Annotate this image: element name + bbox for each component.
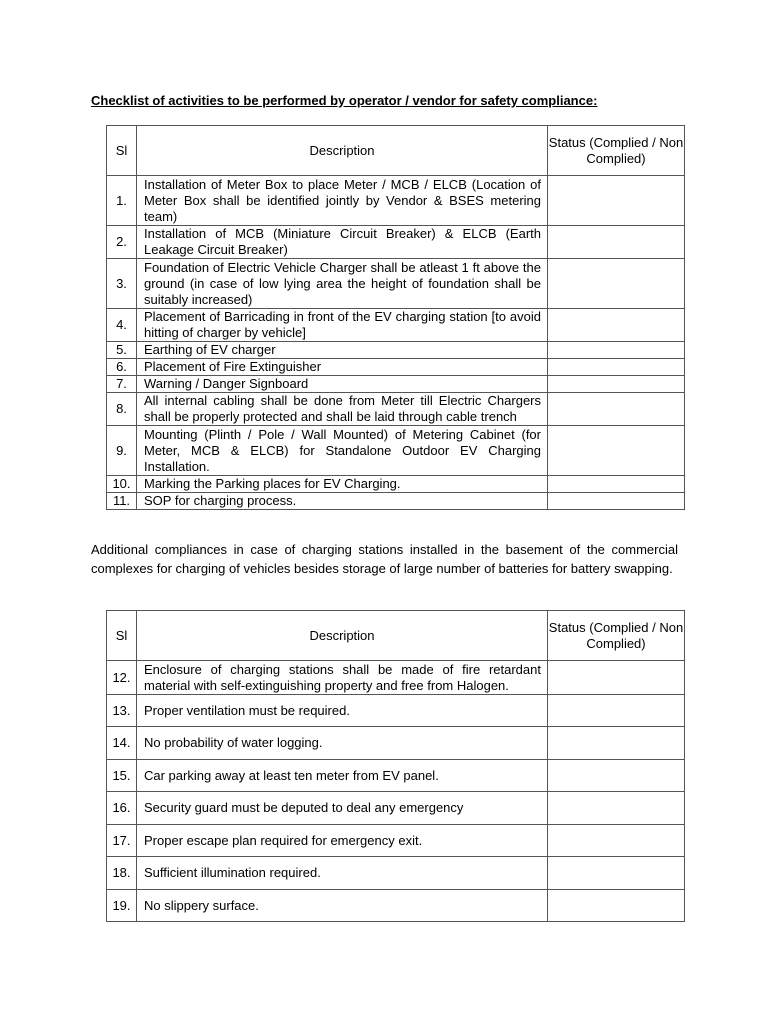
row-description: No probability of water logging. — [137, 727, 548, 760]
row-sl: 2. — [107, 226, 137, 259]
row-description: Sufficient illumination required. — [137, 857, 548, 890]
row-sl: 17. — [107, 825, 137, 857]
table-row — [107, 359, 685, 376]
table-row — [107, 890, 685, 922]
row-description: All internal cabling shall be done from Meter till Electric Chargers shall be properly protected and shall be laid through cable trench — [137, 393, 548, 426]
row-status-cell[interactable] — [548, 393, 685, 426]
table-row — [107, 476, 685, 493]
row-sl: 16. — [107, 792, 137, 825]
row-status-cell[interactable] — [548, 857, 685, 890]
table-row — [107, 342, 685, 359]
row-description: Security guard must be deputed to deal any emergency — [137, 792, 548, 825]
table-row — [107, 426, 685, 476]
table-row — [107, 493, 685, 510]
row-description: Earthing of EV charger — [137, 342, 548, 359]
row-sl: 11. — [107, 493, 137, 510]
row-status-cell[interactable] — [548, 760, 685, 792]
row-description: Placement of Barricading in front of the EV charging station [to avoid hitting of charger by vehicle] — [137, 309, 548, 342]
row-sl: 5. — [107, 342, 137, 359]
row-status-cell[interactable] — [548, 661, 685, 695]
row-sl: 7. — [107, 376, 137, 393]
table-row — [107, 309, 685, 342]
row-description: Proper escape plan required for emergency exit. — [137, 825, 548, 857]
table-row — [107, 176, 685, 226]
row-sl: 9. — [107, 426, 137, 476]
row-description: Proper ventilation must be required. — [137, 695, 548, 727]
table-row — [107, 226, 685, 259]
table-header-row — [107, 126, 685, 176]
table-row — [107, 792, 685, 825]
row-sl: 4. — [107, 309, 137, 342]
row-status-cell[interactable] — [548, 493, 685, 510]
row-sl: 1. — [107, 176, 137, 226]
row-sl: 19. — [107, 890, 137, 922]
row-status-cell[interactable] — [548, 792, 685, 825]
header-description: Description — [137, 611, 548, 661]
table-row — [107, 695, 685, 727]
row-status-cell[interactable] — [548, 376, 685, 393]
table-row — [107, 376, 685, 393]
table-row — [107, 825, 685, 857]
row-status-cell[interactable] — [548, 309, 685, 342]
row-sl: 12. — [107, 661, 137, 695]
table-row — [107, 393, 685, 426]
row-status-cell[interactable] — [548, 825, 685, 857]
table-row — [107, 259, 685, 309]
row-description: Foundation of Electric Vehicle Charger shall be atleast 1 ft above the ground (in case of low lying area the height of foundation shall be suitably increased) — [137, 259, 548, 309]
row-description: Installation of MCB (Miniature Circuit Breaker) & ELCB (Earth Leakage Circuit Breaker) — [137, 226, 548, 259]
header-sl: Sl — [107, 611, 137, 661]
row-sl: 18. — [107, 857, 137, 890]
safety-checklist-table — [106, 125, 685, 510]
checklist-heading: Checklist of activities to be performed by operator / vendor for safety compliance: — [91, 93, 598, 108]
row-status-cell[interactable] — [548, 359, 685, 376]
table-header-row — [107, 611, 685, 661]
row-status-cell[interactable] — [548, 226, 685, 259]
table-row — [107, 857, 685, 890]
header-status: Status (Complied / Non Complied) — [548, 611, 685, 661]
row-description: SOP for charging process. — [137, 493, 548, 510]
row-status-cell[interactable] — [548, 259, 685, 309]
row-description: Warning / Danger Signboard — [137, 376, 548, 393]
row-status-cell[interactable] — [548, 890, 685, 922]
row-sl: 6. — [107, 359, 137, 376]
row-status-cell[interactable] — [548, 426, 685, 476]
table-row — [107, 760, 685, 792]
row-description: Enclosure of charging stations shall be made of fire retardant material with self-extinguishing property and free from Halogen. — [137, 661, 548, 695]
header-sl: Sl — [107, 126, 137, 176]
row-status-cell[interactable] — [548, 476, 685, 493]
header-status: Status (Complied / Non Complied) — [548, 126, 685, 176]
basement-compliance-paragraph: Additional compliances in case of charging stations installed in the basement of the commercial complexes for charging of vehicles besides storage of large number of batteries for battery swapping. — [91, 542, 678, 576]
row-description: Placement of Fire Extinguisher — [137, 359, 548, 376]
row-status-cell[interactable] — [548, 695, 685, 727]
row-sl: 13. — [107, 695, 137, 727]
row-description: Car parking away at least ten meter from EV panel. — [137, 760, 548, 792]
table-row — [107, 661, 685, 695]
row-sl: 10. — [107, 476, 137, 493]
row-description: No slippery surface. — [137, 890, 548, 922]
row-status-cell[interactable] — [548, 727, 685, 760]
row-description: Mounting (Plinth / Pole / Wall Mounted) of Metering Cabinet (for Meter, MCB & ELCB) for Standalone Outdoor EV Charging Installation. — [137, 426, 548, 476]
row-sl: 15. — [107, 760, 137, 792]
row-sl: 3. — [107, 259, 137, 309]
row-sl: 14. — [107, 727, 137, 760]
row-status-cell[interactable] — [548, 176, 685, 226]
basement-compliance-table — [106, 610, 685, 922]
row-description: Installation of Meter Box to place Meter / MCB / ELCB (Location of Meter Box shall be identified jointly by Vendor & BSES metering team) — [137, 176, 548, 226]
table-row — [107, 727, 685, 760]
row-status-cell[interactable] — [548, 342, 685, 359]
row-description: Marking the Parking places for EV Charging. — [137, 476, 548, 493]
row-sl: 8. — [107, 393, 137, 426]
header-description: Description — [137, 126, 548, 176]
